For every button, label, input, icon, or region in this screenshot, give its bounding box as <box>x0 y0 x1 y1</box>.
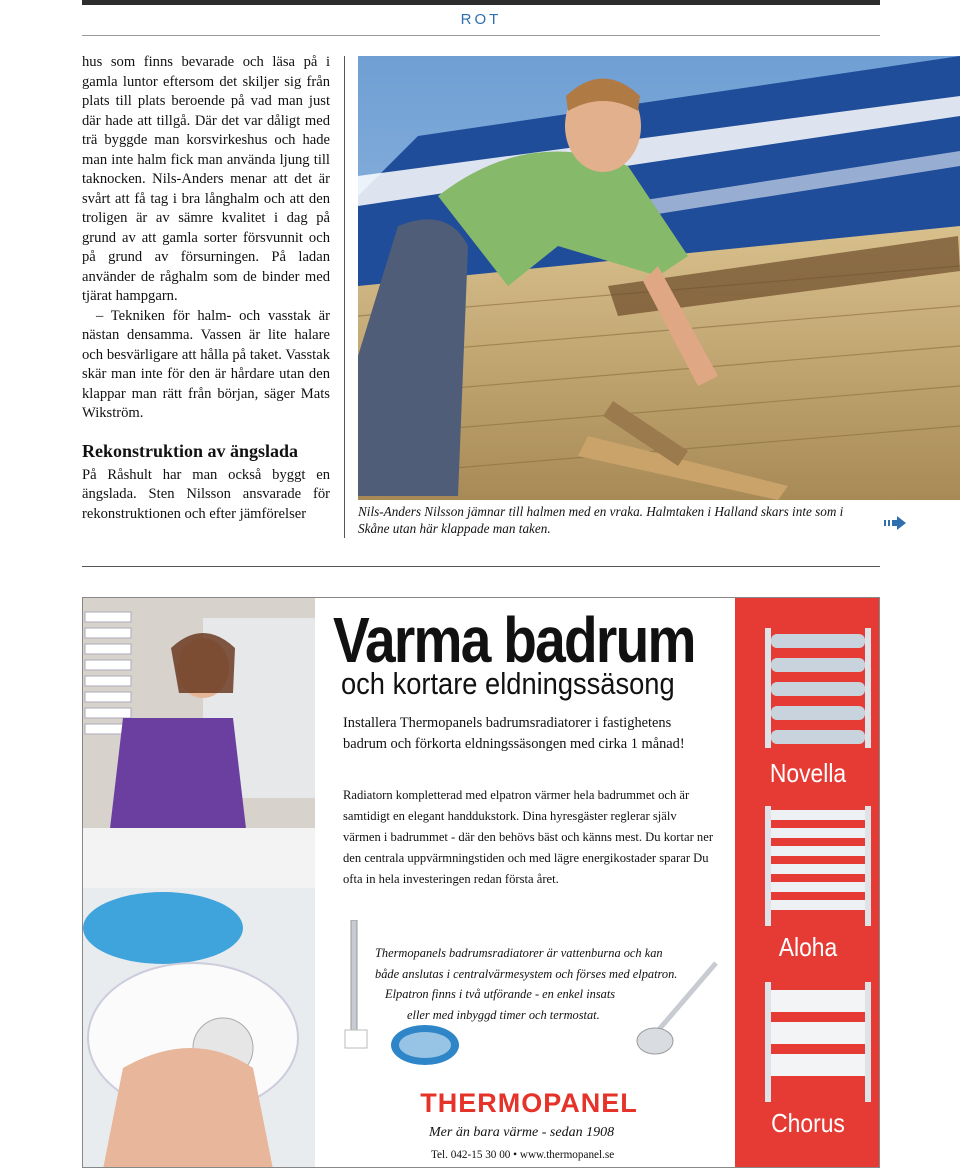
ad-note-line: Elpatron finns i två utförande - en enkel insats <box>385 987 616 1002</box>
section-rule <box>82 35 880 36</box>
timer-element-product-image <box>631 958 721 1058</box>
article-column <box>82 53 330 524</box>
aloha-radiator-image <box>763 806 873 926</box>
thermopanel-logo <box>401 1084 657 1120</box>
top-bar <box>82 0 880 5</box>
continue-arrow-icon <box>884 515 906 531</box>
photo-caption: Nils-Anders Nilsson jämnar till halmen med en vraka. Halmtaken i Halland skars inte som i Skåne utan här klappade man taken. <box>358 504 844 536</box>
ad-note-line: eller med inbyggd timer och termostat. <box>407 1007 600 1022</box>
chorus-radiator-image <box>763 982 873 1102</box>
bottom-rule <box>82 566 880 567</box>
ad-body-text: Radiatorn kompletterad med elpatron värmer hela badrummet och är samtidigt en elegant handdukstork. Dina hyresgäster reglerar själv värmen i badrummet - där den behövs bäst och känns mest. Du kortar ner den centrala uppvärmningstiden och med lägre energikostader sparar Du ofta in hela investeringen redan första året. <box>343 788 714 886</box>
ad-intro-text: Installera Thermopanels badrumsradiatorer i fastighetens badrum och förkorta eldningssäsongen med cirka 1 månad! <box>343 715 685 752</box>
ad-note-line: både anslutas i centralvärmesystem och förses med elpatron. <box>375 966 678 981</box>
ad-contact: Tel. 042-15 30 00 • www.thermopanel.se <box>431 1149 615 1161</box>
ad-subheadline: och kortare eldningssäsong <box>341 666 675 701</box>
model-label-aloha: Aloha <box>778 932 838 962</box>
thatching-photo-illustration <box>358 56 960 500</box>
model-label-chorus: Chorus <box>771 1108 845 1138</box>
bathroom-photo <box>83 598 315 1167</box>
thermopanel-advertisement <box>82 597 880 1168</box>
thatching-photo <box>358 56 960 500</box>
ad-headline: Varma badrum <box>333 604 695 676</box>
article-paragraph-continued: På Råshult har man också byggt en ängslada. Sten Nilsson ansvarade för rekonstruktionen och efter jämförelser <box>82 466 330 522</box>
model-label-novella: Novella <box>769 758 847 788</box>
heating-element-product-image <box>333 920 483 1070</box>
ad-tagline: Mer än bara värme - sedan 1908 <box>429 1125 615 1140</box>
svg-text:THERMOPANEL: THERMOPANEL <box>420 1088 638 1118</box>
article-quote: – Tekniken för halm- och vasstak är nästan densamma. Vassen är lite halare och besvärligare att hålla på taket. Vasstak skär man inte för den är hårdare utan den klappar man rätt från början, säger Mats Wikström. <box>82 307 330 421</box>
novella-radiator-image <box>763 628 873 748</box>
section-label: ROT <box>460 11 502 28</box>
column-rule <box>344 56 345 538</box>
ad-note-line: Thermopanels badrumsradiatorer är vattenburna och kan <box>375 946 663 960</box>
article-paragraph: hus som finns bevarade och läsa på i gamla luntor eftersom det skiljer sig från plats till plats beroende på vad man just där hade att tillgå. Där det var dåligt med trä byggde man korsvirkeshus och hade man inte halm fick man använda ljung till taknocken. Nils-Anders menar att det är svårt att få tag i bra långhalm och att den troligen är av sämre kvalitet i dag på grund av att gamla sorter försvunnit och på grund av försurningen. På ladan använder de råghalm som de binder med tjärat hampgarn. <box>82 54 330 304</box>
article-subheading: Rekonstruktion av ängslada <box>82 440 299 461</box>
bathroom-photo-illustration <box>83 598 315 1168</box>
